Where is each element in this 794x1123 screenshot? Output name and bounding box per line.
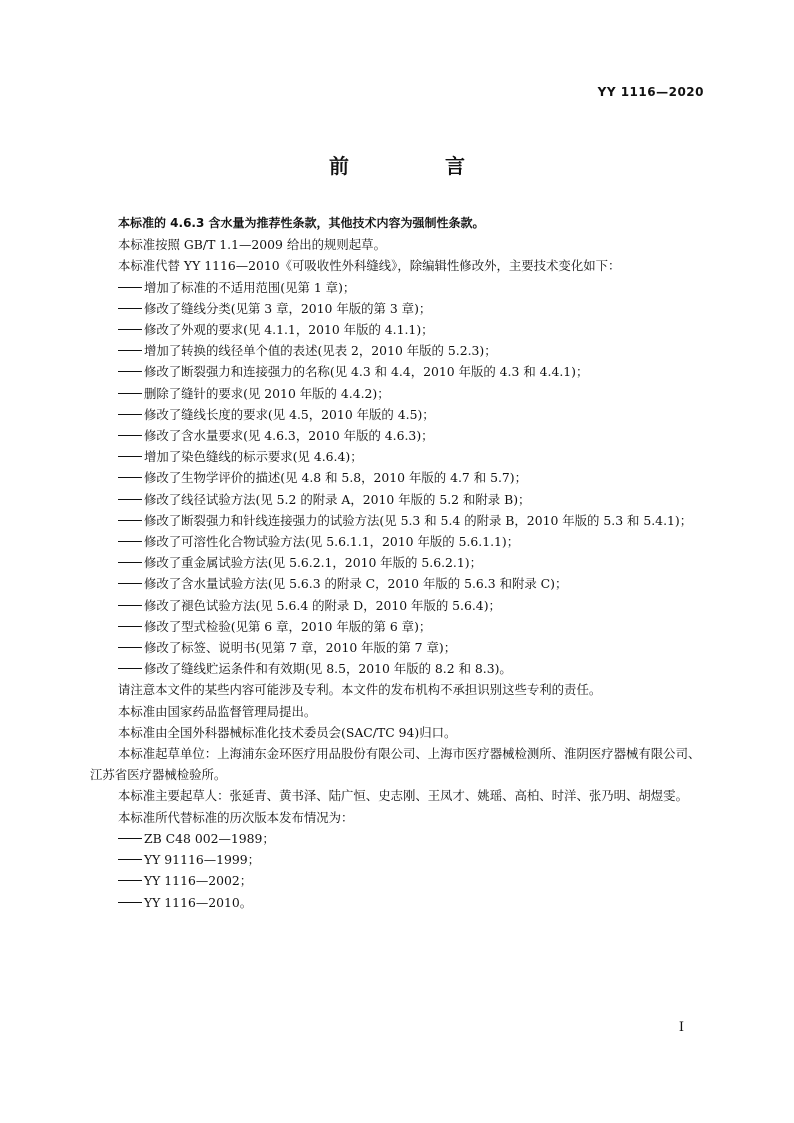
dash-mark xyxy=(118,499,142,500)
list-item: 修改了标签、说明书(见第 7 章，2010 年版的第 7 章)； xyxy=(90,637,706,658)
history-list xyxy=(90,828,706,913)
dash-mark xyxy=(118,456,142,457)
paragraph-patent-notice: 请注意本文件的某些内容可能涉及专利。本文件的发布机构不承担识别这些专利的责任。 xyxy=(118,682,602,698)
dash-mark xyxy=(118,477,142,478)
dash-mark xyxy=(118,308,142,309)
dash-mark xyxy=(118,329,142,330)
dash-mark xyxy=(118,287,142,288)
page-number: I xyxy=(678,1020,684,1035)
list-item: 修改了型式检验(见第 6 章，2010 年版的第 6 章)； xyxy=(90,616,706,637)
dash-mark xyxy=(118,647,142,648)
list-item: 增加了标准的不适用范围(见第 1 章)； xyxy=(90,277,706,298)
dash-mark xyxy=(118,902,142,903)
paragraph-mandatory-note: 本标准的 4.6.3 含水量为推荐性条款，其他技术内容为强制性条款。 xyxy=(118,216,485,230)
dash-mark xyxy=(118,541,142,542)
list-item: 修改了缝线贮运条件和有效期(见 8.5，2010 年版的 8.2 和 8.3)。 xyxy=(90,658,706,679)
dash-mark xyxy=(118,350,142,351)
list-item: 修改了断裂强力和连接强力的名称(见 4.3 和 4.4，2010 年版的 4.3 和 4.4.1)； xyxy=(90,361,706,382)
dash-mark xyxy=(118,626,142,627)
paragraph-drafting-units: 本标准起草单位：上海浦东金环医疗用品股份有限公司、上海市医疗器械检测所、淮阴医疗器械有限公司、江苏省医疗器械检验所。 xyxy=(90,746,701,783)
list-item: 修改了外观的要求(见 4.1.1，2010 年版的 4.1.1)； xyxy=(90,319,706,340)
dash-mark xyxy=(118,393,142,394)
paragraph-proposer: 本标准由国家药品监督管理局提出。 xyxy=(118,703,317,719)
list-item: 修改了线径试验方法(见 5.2 的附录 A，2010 年版的 5.2 和附录 B)； xyxy=(90,489,706,510)
dash-mark xyxy=(118,414,142,415)
dash-mark xyxy=(118,880,142,881)
list-item: YY 1116—2010。 xyxy=(90,892,706,913)
page-title: 前 言 xyxy=(329,154,503,178)
list-item: 修改了断裂强力和针线连接强力的试验方法(见 5.3 和 5.4 的附录 B，2010 年版的 5.3 和 5.4.1)； xyxy=(90,510,706,531)
dash-mark xyxy=(118,838,142,839)
list-item: 修改了缝线分类(见第 3 章，2010 年版的第 3 章)； xyxy=(90,298,706,319)
list-item: 修改了含水量要求(见 4.6.3，2010 年版的 4.6.3)； xyxy=(90,425,706,446)
list-item: 删除了缝针的要求(见 2010 年版的 4.4.2)； xyxy=(90,383,706,404)
dash-mark xyxy=(118,583,142,584)
paragraph-replaces: 本标准代替 YY 1116—2010《可吸收性外科缝线》，除编辑性修改外，主要技术变化如下： xyxy=(118,258,621,274)
dash-mark xyxy=(118,435,142,436)
dash-mark xyxy=(118,562,142,563)
paragraph-drafters: 本标准主要起草人：张延青、黄书泽、陆广恒、史志刚、王凤才、姚瑶、高柏、时洋、张乃明、胡煜雯。 xyxy=(118,788,688,804)
dash-mark xyxy=(118,859,142,860)
dash-mark xyxy=(118,668,142,669)
list-item: 修改了重金属试验方法(见 5.6.2.1，2010 年版的 5.6.2.1)； xyxy=(90,552,706,573)
dash-mark xyxy=(118,605,142,606)
paragraph-history-intro: 本标准所代替标准的历次版本发布情况为： xyxy=(118,809,354,825)
paragraph-drafting-rules: 本标准按照 GB/T 1.1—2009 给出的规则起草。 xyxy=(118,237,386,253)
list-item: YY 1116—2002； xyxy=(90,870,706,891)
list-item: ZB C48 002—1989； xyxy=(90,828,706,849)
standard-code: YY 1116—2020 xyxy=(597,85,704,99)
change-list xyxy=(90,277,706,680)
list-item: 增加了染色缝线的标示要求(见 4.6.4)； xyxy=(90,446,706,467)
dash-mark xyxy=(118,371,142,372)
list-item: 修改了褪色试验方法(见 5.6.4 的附录 D，2010 年版的 5.6.4)； xyxy=(90,595,706,616)
paragraph-committee: 本标准由全国外科器械标准化技术委员会(SAC/TC 94)归口。 xyxy=(118,724,457,740)
document-body xyxy=(90,213,706,913)
list-item: 修改了缝线长度的要求(见 4.5，2010 年版的 4.5)； xyxy=(90,404,706,425)
list-item: YY 91116—1999； xyxy=(90,849,706,870)
list-item: 修改了可溶性化合物试验方法(见 5.6.1.1，2010 年版的 5.6.1.1)； xyxy=(90,531,706,552)
list-item: 增加了转换的线径单个值的表述(见表 2，2010 年版的 5.2.3)； xyxy=(90,340,706,361)
list-item: 修改了生物学评价的描述(见 4.8 和 5.8，2010 年版的 4.7 和 5.7)； xyxy=(90,467,706,488)
list-item: 修改了含水量试验方法(见 5.6.3 的附录 C，2010 年版的 5.6.3 和附录 C)； xyxy=(90,573,706,594)
dash-mark xyxy=(118,520,142,521)
